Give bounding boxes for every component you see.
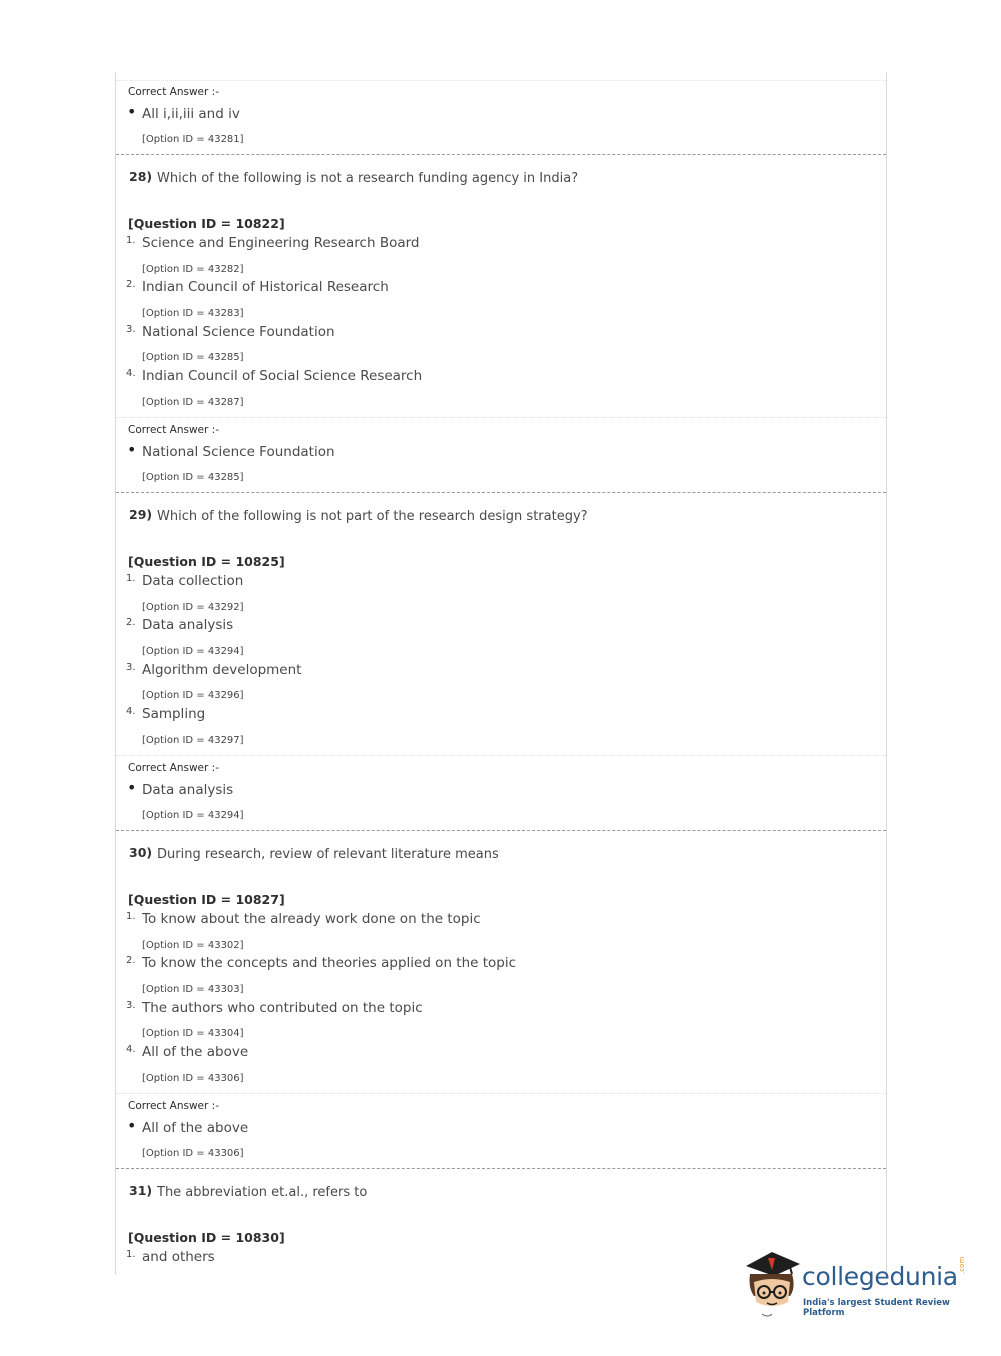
option-number: 1. (126, 911, 136, 922)
divider (116, 1093, 886, 1094)
option-number: 4. (126, 706, 136, 717)
option-text: To know the concepts and theories applied on the topic (142, 955, 517, 971)
option-number: 3. (126, 662, 136, 673)
option-text: Algorithm development (142, 662, 302, 678)
question-number: 30) (129, 845, 153, 860)
option-text: Sampling (142, 706, 206, 722)
correct-answer-label: Correct Answer :- (128, 86, 219, 98)
question-id: [Question ID = 10825] (128, 554, 285, 569)
option-text: To know about the already work done on the topic (142, 911, 481, 927)
correct-answer-text: National Science Foundation (142, 444, 335, 460)
option-number: 4. (126, 368, 136, 379)
question-id: [Question ID = 10822] (128, 216, 285, 231)
question-text: Which of the following is not part of the research design strategy? (157, 509, 588, 524)
question-number: 28) (129, 169, 153, 184)
option-number: 1. (126, 1249, 136, 1260)
question-number: 29) (129, 507, 153, 522)
correct-answer-label: Correct Answer :- (128, 1100, 219, 1112)
correct-answer-label: Correct Answer :- (128, 424, 219, 436)
divider (116, 417, 886, 418)
exam-sheet (115, 72, 887, 1275)
option-number: 2. (126, 279, 136, 290)
option-id: [Option ID = 43285] (142, 352, 244, 363)
option-id: [Option ID = 43283] (142, 308, 244, 319)
correct-answer-text: All of the above (142, 1120, 249, 1136)
option-text: Indian Council of Social Science Research (142, 368, 423, 384)
option-number: 1. (126, 573, 136, 584)
option-number: 2. (126, 617, 136, 628)
bullet-icon: • (127, 440, 137, 459)
bullet-icon: • (127, 102, 137, 121)
option-number: 4. (126, 1044, 136, 1055)
question-separator (116, 492, 886, 493)
bullet-icon: • (127, 778, 137, 797)
collegedunia-logo[interactable] (742, 1248, 972, 1318)
divider (116, 755, 886, 756)
option-id: [Option ID = 43292] (142, 602, 244, 613)
option-text: Indian Council of Historical Research (142, 279, 389, 295)
option-id: [Option ID = 43281] (142, 134, 244, 145)
option-id: [Option ID = 43306] (142, 1073, 244, 1084)
option-id: [Option ID = 43304] (142, 1028, 244, 1039)
question-number: 31) (129, 1183, 153, 1198)
option-text: and others (142, 1249, 215, 1265)
logo-wordmark: collegedunia (802, 1262, 958, 1291)
correct-answer-text: All i,ii,iii and iv (142, 106, 240, 122)
option-id: [Option ID = 43294] (142, 646, 244, 657)
option-text: National Science Foundation (142, 324, 335, 340)
option-number: 3. (126, 1000, 136, 1011)
question-separator (116, 154, 886, 155)
mascot-icon (742, 1248, 802, 1318)
option-id: [Option ID = 43297] (142, 735, 244, 746)
option-text: All of the above (142, 1044, 249, 1060)
question-text: The abbreviation et.al., refers to (157, 1185, 368, 1200)
option-number: 1. (126, 235, 136, 246)
logo-suffix: .com (958, 1256, 966, 1274)
option-id: [Option ID = 43296] (142, 690, 244, 701)
question-id: [Question ID = 10830] (128, 1230, 285, 1245)
question-text: During research, review of relevant literature means (157, 847, 499, 862)
option-number: 3. (126, 324, 136, 335)
option-id: [Option ID = 43287] (142, 397, 244, 408)
option-id: [Option ID = 43302] (142, 940, 244, 951)
option-id: [Option ID = 43294] (142, 810, 244, 821)
question-text: Which of the following is not a research funding agency in India? (157, 171, 579, 186)
divider (116, 80, 886, 81)
option-text: Data collection (142, 573, 244, 589)
option-id: [Option ID = 43285] (142, 472, 244, 483)
option-id: [Option ID = 43303] (142, 984, 244, 995)
correct-answer-label: Correct Answer :- (128, 762, 219, 774)
question-separator (116, 830, 886, 831)
option-id: [Option ID = 43306] (142, 1148, 244, 1159)
option-number: 2. (126, 955, 136, 966)
option-text: Science and Engineering Research Board (142, 235, 420, 251)
question-id: [Question ID = 10827] (128, 892, 285, 907)
option-id: [Option ID = 43282] (142, 264, 244, 275)
option-text: The authors who contributed on the topic (142, 1000, 423, 1016)
question-separator (116, 1168, 886, 1169)
bullet-icon: • (127, 1116, 137, 1135)
logo-tagline: India's largest Student Review Platform (803, 1298, 950, 1318)
option-text: Data analysis (142, 617, 234, 633)
correct-answer-text: Data analysis (142, 782, 234, 798)
